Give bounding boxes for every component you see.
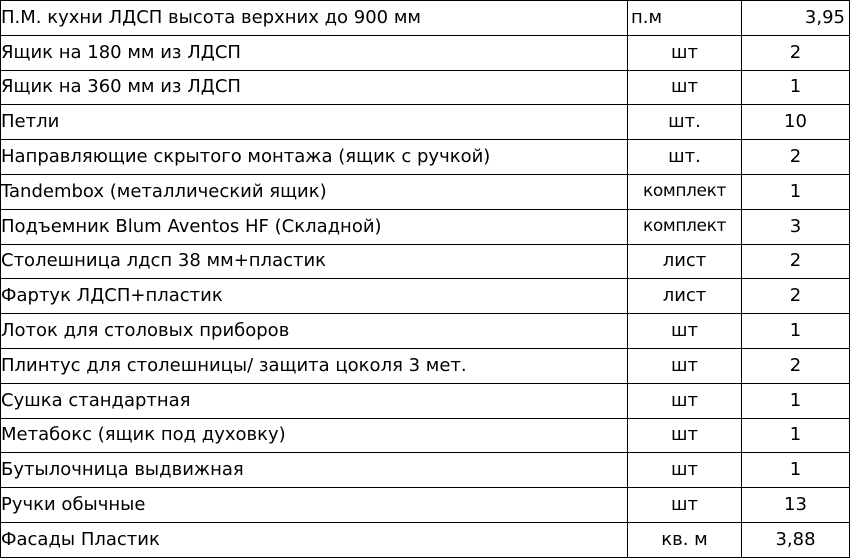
table-row <box>1 35 850 70</box>
table-row <box>1 453 850 488</box>
table-row <box>1 488 850 523</box>
item-unit-cell: п.м <box>628 1 742 36</box>
item-unit-cell: шт <box>628 70 742 105</box>
item-qty-cell: 1 <box>742 383 850 418</box>
item-name-cell: Сушка стандартная <box>1 383 628 418</box>
item-name-cell: Фартук ЛДСП+пластик <box>1 279 628 314</box>
item-qty-cell: 1 <box>742 453 850 488</box>
item-qty-cell: 2 <box>742 279 850 314</box>
item-unit-cell: лист <box>628 279 742 314</box>
table-row <box>1 418 850 453</box>
table-row <box>1 174 850 209</box>
spec-table-body <box>1 1 850 558</box>
table-row <box>1 522 850 557</box>
item-qty-cell: 3,95 <box>742 1 850 36</box>
item-qty-cell: 3,88 <box>742 522 850 557</box>
item-unit-cell: шт <box>628 488 742 523</box>
item-name-cell: Метабокс (ящик под духовку) <box>1 418 628 453</box>
item-unit-cell: комплект <box>628 174 742 209</box>
table-row <box>1 1 850 36</box>
item-unit-cell: шт <box>628 383 742 418</box>
table-row <box>1 70 850 105</box>
item-unit-cell: шт. <box>628 140 742 175</box>
item-qty-cell: 2 <box>742 244 850 279</box>
item-unit-cell: шт <box>628 453 742 488</box>
item-name-cell: Ручки обычные <box>1 488 628 523</box>
item-qty-cell: 13 <box>742 488 850 523</box>
item-qty-cell: 2 <box>742 348 850 383</box>
item-name-cell: Направляющие скрытого монтажа (ящик с ручкой) <box>1 140 628 175</box>
item-unit-cell: шт <box>628 314 742 349</box>
item-qty-cell: 1 <box>742 174 850 209</box>
table-row <box>1 105 850 140</box>
item-unit-cell: шт. <box>628 105 742 140</box>
item-qty-cell: 1 <box>742 314 850 349</box>
item-qty-cell: 2 <box>742 35 850 70</box>
table-row <box>1 244 850 279</box>
table-row <box>1 279 850 314</box>
item-unit-cell: шт <box>628 35 742 70</box>
item-name-cell: Tandembox (металлический ящик) <box>1 174 628 209</box>
item-name-cell: Плинтус для столешницы/ защита цоколя 3 мет. <box>1 348 628 383</box>
item-name-cell: Петли <box>1 105 628 140</box>
item-qty-cell: 10 <box>742 105 850 140</box>
item-unit-cell: шт <box>628 348 742 383</box>
item-name-cell: П.М. кухни ЛДСП высота верхних до 900 мм <box>1 1 628 36</box>
item-name-cell: Бутылочница выдвижная <box>1 453 628 488</box>
item-unit-cell: лист <box>628 244 742 279</box>
table-row <box>1 383 850 418</box>
item-name-cell: Ящик на 180 мм из ЛДСП <box>1 35 628 70</box>
item-qty-cell: 1 <box>742 70 850 105</box>
item-name-cell: Фасады Пластик <box>1 522 628 557</box>
item-name-cell: Ящик на 360 мм из ЛДСП <box>1 70 628 105</box>
item-unit-cell: кв. м <box>628 522 742 557</box>
item-name-cell: Лоток для столовых приборов <box>1 314 628 349</box>
item-name-cell: Столешница лдсп 38 мм+пластик <box>1 244 628 279</box>
item-name-cell: Подъемник Blum Aventos HF (Складной) <box>1 209 628 244</box>
item-unit-cell: шт <box>628 418 742 453</box>
table-row <box>1 348 850 383</box>
table-row <box>1 140 850 175</box>
item-qty-cell: 3 <box>742 209 850 244</box>
item-qty-cell: 1 <box>742 418 850 453</box>
table-row <box>1 314 850 349</box>
table-row <box>1 209 850 244</box>
item-qty-cell: 2 <box>742 140 850 175</box>
item-unit-cell: комплект <box>628 209 742 244</box>
